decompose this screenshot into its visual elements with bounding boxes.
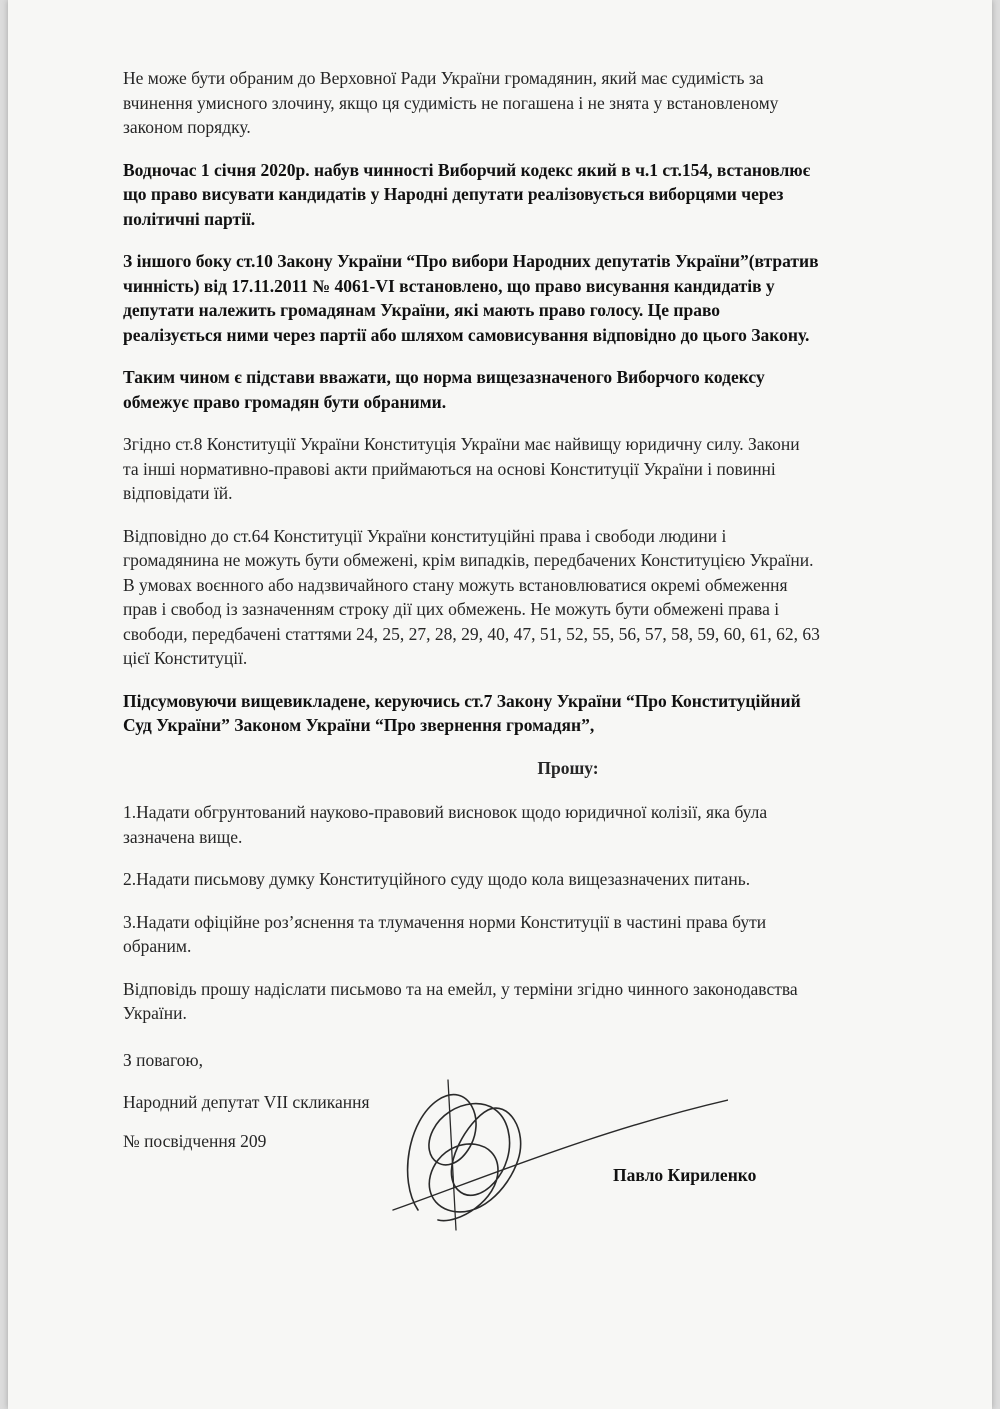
paragraph-election-law: З іншого боку ст.10 Закону України “Про вибори Народних депутатів України”(втратив чинність) від 17.11.2011 № 4061-VI встановлено, що право висування кандидатів у депутати належить громадянам України, які мають право голосу. Це право реалізується ними через партії або шляхом самовисування відповідно до цього Закону.	[123, 251, 819, 345]
document-page	[8, 0, 992, 1409]
closing-position: Народний депутат VII скликання	[123, 1092, 370, 1112]
paragraph-summary: Підсумовуючи вищевикладене, керуючись ст.7 Закону України “Про Конституційний Суд України” Законом України “Про звернення громадян”,	[123, 690, 801, 735]
letter-body	[123, 66, 933, 1044]
request-heading: Прошу:	[537, 757, 599, 778]
closing-certificate: № посвідчення 209	[123, 1131, 267, 1151]
paragraph-eligibility: Не може бути обраним до Верховної Ради України громадянин, який має судимість за вчинення умисного злочину, якщо ця судимість не погашена і не знята у встановленому законом порядку.	[123, 68, 779, 137]
handwritten-signature	[378, 1060, 728, 1240]
paragraph-conclusion: Таким чином є підстави вважати, що норма вищезазначеного Виборчого кодексу обмежує право громадян бути обраними.	[123, 367, 765, 412]
paragraph-electoral-code: Водночас 1 січня 2020р. набув чинності Виборчий кодекс який в ч.1 ст.154, встановлює що право висувати кандидатів у Народні депутати реалізовується виборцями через політичні партії.	[123, 159, 811, 229]
signatory-name: Павло Кириленко	[613, 1165, 757, 1185]
response-note: Відповідь прошу надіслати письмово та на емейл, у терміни згідно чинного законодавства України.	[123, 978, 798, 1023]
request-item-1: 1.Надати обгрунтований науково-правовий висновок щодо юридичної колізії, яка була зазначена вище.	[123, 802, 768, 847]
paragraph-constitution-art8: Згідно ст.8 Конституції України Конституція України має найвищу юридичну силу. Закони та інші нормативно-правові акти приймаються на основі Конституції України і повинні відповідати їй.	[123, 434, 800, 503]
request-item-3: 3.Надати офіційне роз’яснення та тлумачення норми Конституції в частині права бути обраним.	[123, 911, 767, 956]
request-item-2: 2.Надати письмову думку Конституційного суду щодо кола вищезазначених питань.	[123, 869, 751, 889]
closing-regards: З повагою,	[123, 1050, 203, 1070]
paragraph-constitution-art64: Відповідно до ст.64 Конституції України конституційні права і свободи людини і громадянина не можуть бути обмежені, крім випадків, передбачених Конституцією України. В умовах воєнного або надзвичайного стану можуть встановлюватися окремі обмеження прав і свобод із зазначенням строку дії цих обмежень. Не можуть бути обмежені права і свободи, передбачені статтями 24, 25, 27, 28, 29, 40, 47, 51, 52, 55, 56, 57, 58, 59, 60, 61, 62, 63 цієї Конституції.	[123, 525, 820, 668]
